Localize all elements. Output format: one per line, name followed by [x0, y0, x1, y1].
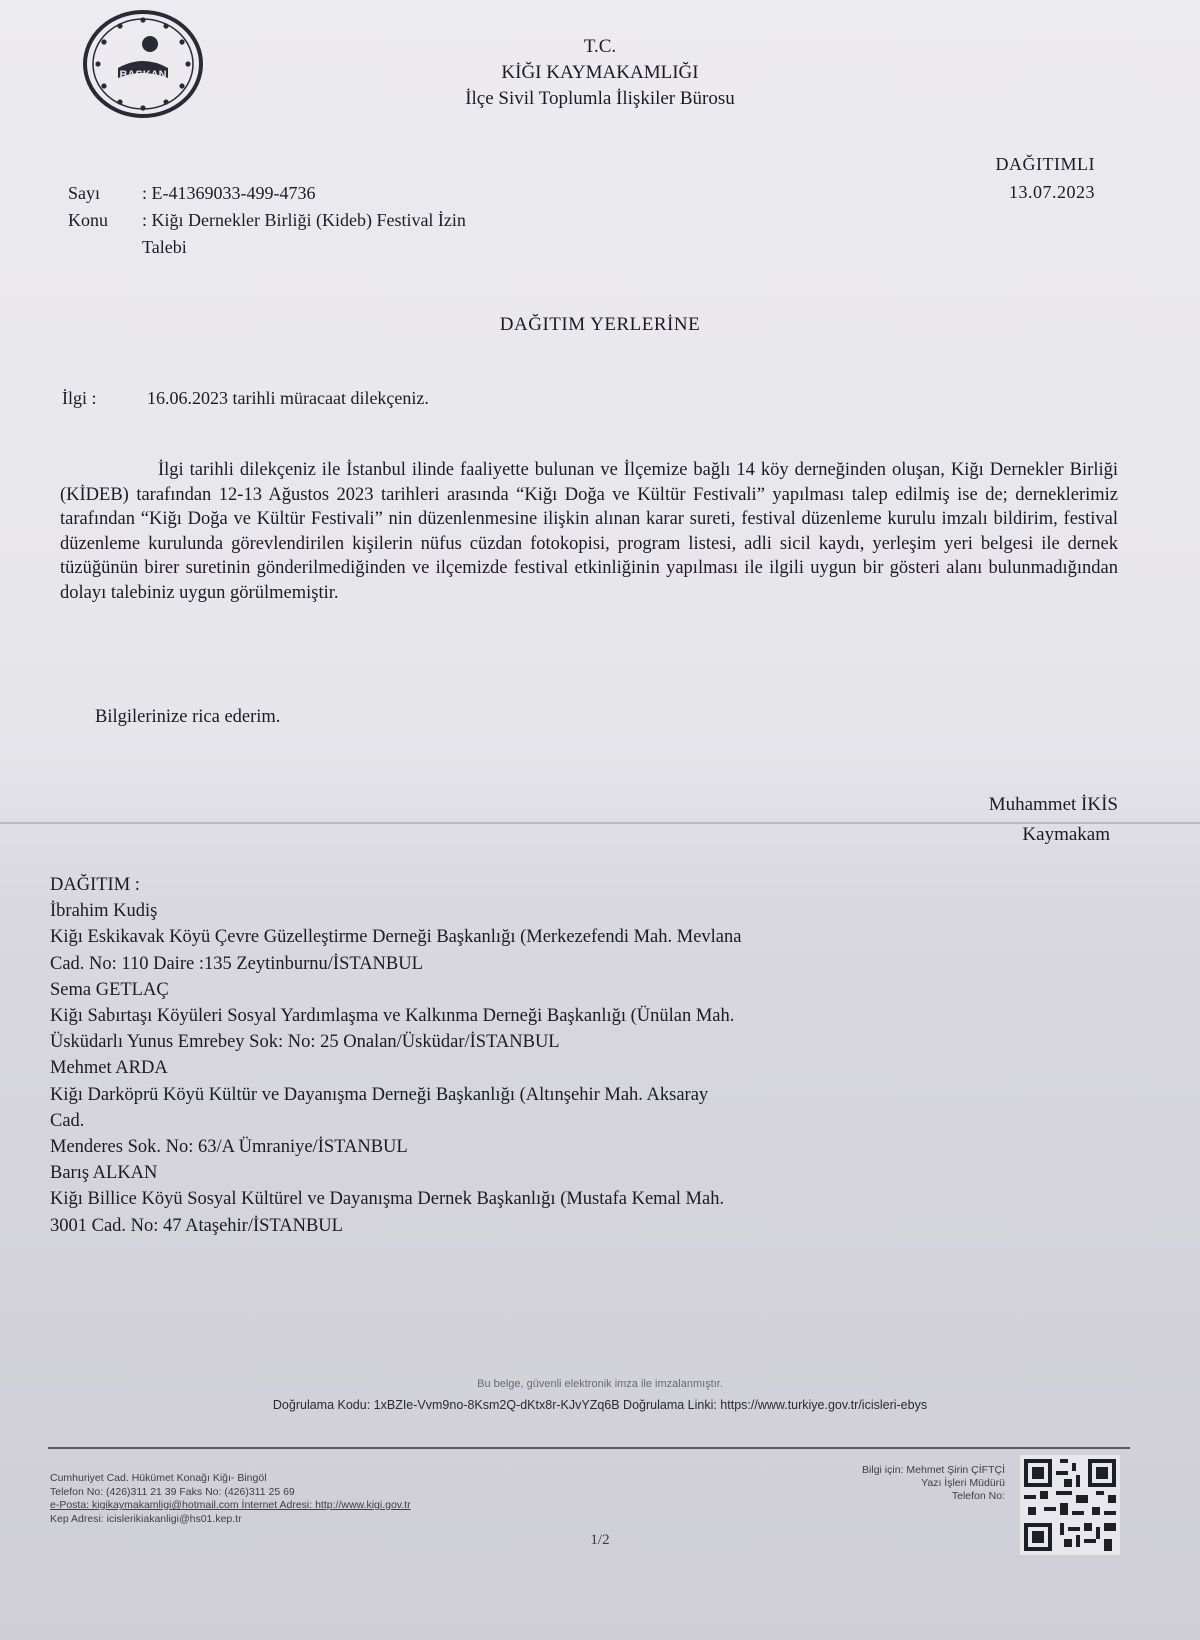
signature-block — [989, 790, 1118, 850]
konu-label: Konu — [68, 210, 108, 230]
distribution-flag — [996, 150, 1095, 206]
distribution-line: Kiğı Darköprü Köyü Kültür ve Dayanışma Derneği Başkanlığı (Altınşehir Mah. Aksaray — [50, 1084, 709, 1105]
page-number: 1/2 — [590, 1532, 610, 1548]
contact-address: Cumhuriyet Cad. Hükümet Konağı Kiğı- Bingöl — [50, 1472, 267, 1484]
info-phone: Telefon No: — [951, 1490, 1005, 1502]
distribution-line: Kiğı Eskikavak Köyü Çevre Güzelleştirme Derneği Başkanlığı (Merkezefendi Mah. Mevlana — [50, 927, 742, 948]
body-paragraph: İlgi tarihli dilekçeniz ile İstanbul ilinde faaliyette bulunan ve İlçemize bağlı 14 köy derneğinden oluşan, Kiğı Dernekler Birliği (KİDEB) tarafından 12-13 Ağustos 2023 tarihleri arasında “Kiğı Doğa ve Kültür Festivali” yapılması talep edilmiş ise de; derneklerimiz tarafından “Kiğı Doğa ve Kültür Festivali” nin düzenlenmesine ilişkin alınan karar sureti, festival düzenleme kurulu imzalı bildirim, festival düzenleme kurulunda görevlendirilen kişilerin nüfus cüzdan fotokopisi, program listesi, adli sicil kaydı, yerleşim yeri belgesi ile dernek tüzüğünün birer suretinin gönderilmediğinden ve ilçemizde festival etkinliğinin yapılması ile ilgili uygun bir gösteri alanı bulunmadığından dolayı talebiniz uygun görülmemiştir. — [60, 460, 1118, 603]
ilgi-line — [62, 388, 429, 409]
signer-name: Muhammet İKİS — [988, 794, 1118, 815]
sayi-value: : E-41369033-499-4736 — [142, 183, 316, 203]
document-date: 13.07.2023 — [1009, 182, 1095, 202]
ilgi-value: 16.06.2023 tarihli müracaat dilekçeniz. — [147, 388, 429, 408]
distribution-line: Sema GETLAÇ — [50, 979, 169, 1000]
header-tc: T.C. — [583, 36, 617, 57]
footer-rule — [48, 1447, 1130, 1449]
distribution-line: 3001 Cad. No: 47 Ataşehir/İSTANBUL — [50, 1215, 343, 1236]
signer-title: Kaymakam — [1022, 824, 1110, 845]
info-contact: Bilgi için: Mehmet Şirin ÇİFTÇİ — [862, 1464, 1005, 1476]
konu-continuation: Talebi — [142, 237, 187, 257]
distribution-line: Cad. No: 110 Daire :135 Zeytinburnu/İSTANBUL — [50, 953, 423, 974]
header-bureau: İlçe Sivil Toplumla İlişkiler Bürosu — [465, 88, 735, 109]
distribution-line: Menderes Sok. No: 63/A Ümraniye/İSTANBUL — [50, 1137, 408, 1158]
contact-email[interactable]: e-Posta: kigikaymakamligi@hotmail.com İnternet Adresi: http://www.kigi.gov.tr — [50, 1499, 411, 1511]
closing-line: Bilgilerinize rica ederim. — [95, 707, 281, 727]
document-meta — [68, 180, 466, 261]
ilgi-label: İlgi : — [62, 388, 97, 408]
header-office: KİĞI KAYMAKAMLIĞI — [501, 62, 699, 83]
distribution-label: DAĞITIMLI — [995, 154, 1095, 174]
verification-line: Doğrulama Kodu: 1xBZIe-Vvm9no-8Ksm2Q-dKtx8r-KJvYZq6B Doğrulama Linki: https://www.turkiye.gov.tr/icisleri-ebys — [272, 1398, 928, 1412]
sayi-label: Sayı — [68, 183, 101, 203]
seal-text: BAŞKAN — [119, 69, 167, 81]
info-title: Yazı İşleri Müdürü — [921, 1477, 1005, 1489]
contact-kep: Kep Adresi: icislerikiakanligi@hs01.kep.tr — [50, 1512, 242, 1525]
distribution-line: Kiğı Sabırtaşı Köyüleri Sosyal Yardımlaşma ve Kalkınma Derneği Başkanlığı (Ünülan Mah. — [50, 1006, 735, 1027]
distribution-line: Kiğı Billice Köyü Sosyal Kültürel ve Dayanışma Dernek Başkanlığı (Mustafa Kemal Mah. — [50, 1189, 725, 1210]
distribution-line: İbrahim Kudiş — [50, 901, 158, 922]
contact-block — [50, 1472, 411, 1526]
letterhead — [0, 34, 1200, 112]
esign-note: Bu belge, güvenli elektronik imza ile imzalanmıştır. — [477, 1378, 723, 1390]
contact-phone: Telefon No: (426)311 21 39 Faks No: (426)311 25 69 — [50, 1485, 295, 1498]
distribution-line: Cad. — [50, 1110, 85, 1131]
distribution-line: Mehmet ARDA — [50, 1058, 168, 1079]
distribution-line: Üsküdarlı Yunus Emrebey Sok: No: 25 Onalan/Üsküdar/İSTANBUL — [50, 1032, 560, 1053]
distribution-line: Barış ALKAN — [50, 1163, 158, 1184]
info-block — [862, 1464, 1005, 1503]
distribution-list — [50, 872, 1100, 1239]
recipient-title: DAĞITIM YERLERİNE — [499, 314, 701, 335]
konu-value: : Kiğı Dernekler Birliği (Kideb) Festival İzin — [142, 210, 466, 230]
distribution-heading: DAĞITIM : — [50, 875, 140, 895]
